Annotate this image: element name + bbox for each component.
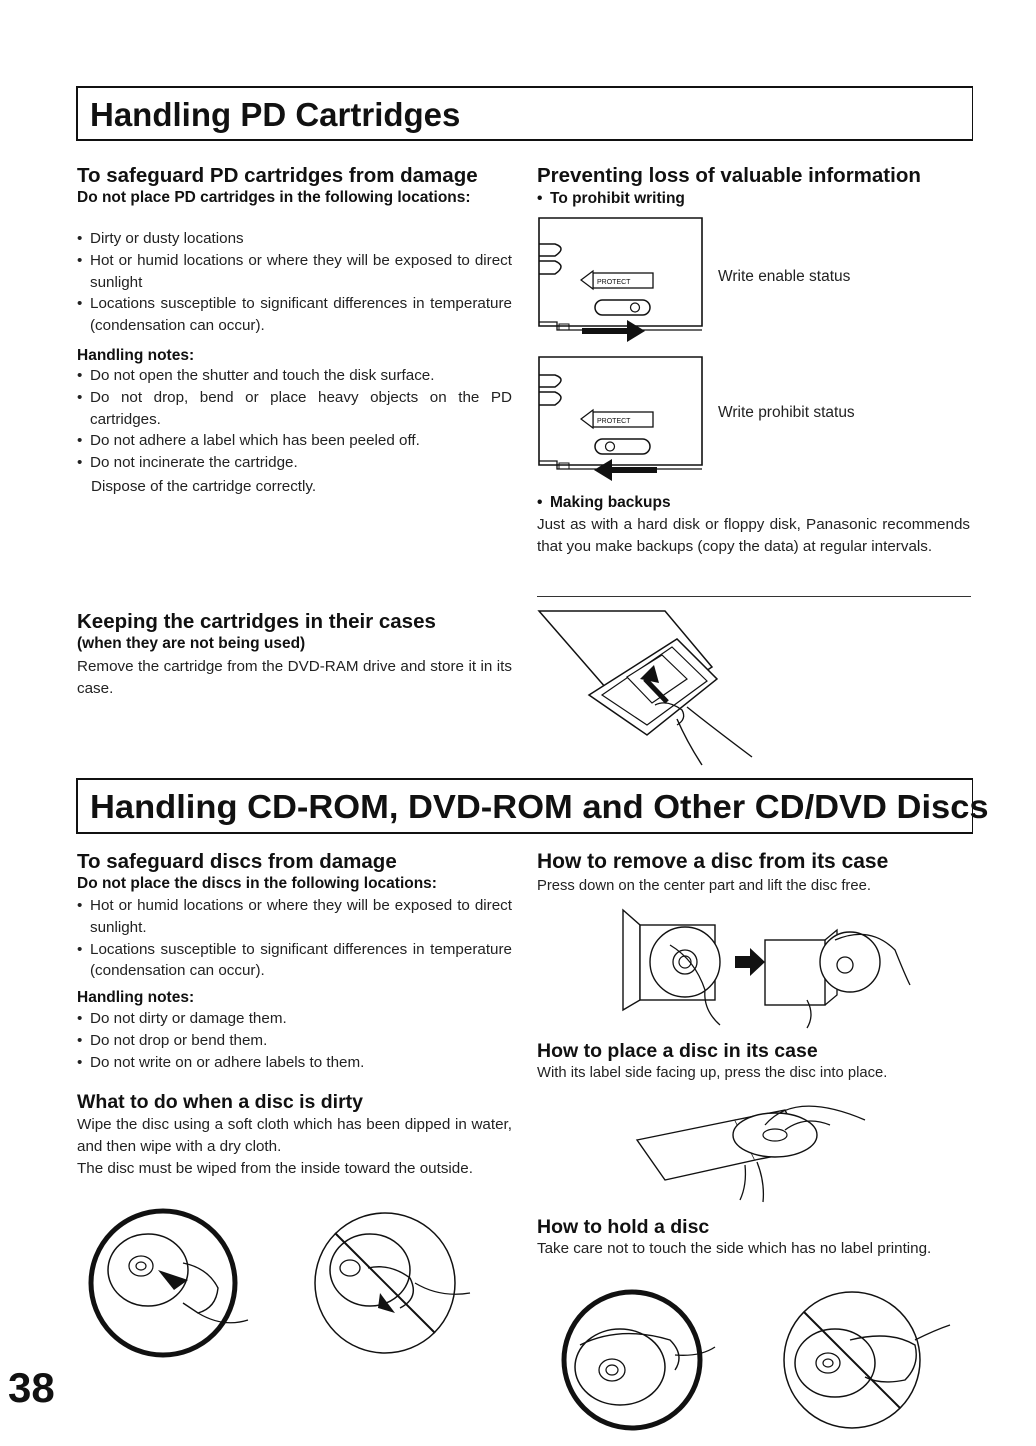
section-title-pd: Handling PD Cartridges <box>90 96 461 133</box>
divider <box>537 596 971 597</box>
heading-keeping-cartridges: Keeping the cartridges in their cases <box>77 610 436 633</box>
backups-text: Just as with a hard disk or floppy disk, Panasonic recommends that you make backups (copy the data) at regular intervals. <box>537 516 970 555</box>
list-item: • Locations susceptible to significant differences in temperature (condensation can occur). <box>77 939 512 983</box>
subheading-keeping-cartridges: (when they are not being used) <box>77 635 306 652</box>
list-item: • Do not drop, bend or place heavy objects on the PD cartridges. <box>77 387 512 431</box>
disc-wipe-correct-illustration <box>88 1208 258 1368</box>
subheading-disc-locations: Do not place the discs in the following locations: <box>77 875 437 892</box>
list-disc-handling-notes <box>77 1008 512 1073</box>
list-item: • Making backups <box>537 493 671 512</box>
keeping-text: Remove the cartridge from the DVD-RAM drive and store it in its case. <box>77 658 512 697</box>
disc-wipe-incorrect-illustration <box>310 1208 480 1368</box>
list-item: • Hot or humid locations or where they will be exposed to direct sunlight. <box>77 895 512 939</box>
heading-pd-safeguard: To safeguard PD cartridges from damage <box>77 164 478 187</box>
heading-preventing-loss: Preventing loss of valuable information <box>537 164 921 187</box>
hold-disc-text: Take care not to touch the side which has no label printing. <box>537 1240 932 1257</box>
subheading-pd-locations: Do not place PD cartridges in the following locations: <box>77 189 471 206</box>
place-disc-illustration <box>635 1090 875 1205</box>
write-prohibit-label: Write prohibit status <box>718 404 855 421</box>
list-disc-locations <box>77 895 512 982</box>
hold-disc-incorrect-illustration <box>780 1285 960 1435</box>
list-pd-handling-notes <box>77 365 512 474</box>
dirty-text-2: The disc must be wiped from the inside toward the outside. <box>77 1160 473 1177</box>
write-enable-label: Write enable status <box>718 268 851 285</box>
protect-tab-label: PROTECT <box>597 418 631 425</box>
hold-disc-correct-illustration <box>560 1285 730 1435</box>
dirty-text-1: Wipe the disc using a soft cloth which has been dipped in water, and then wipe with a dry cloth. <box>77 1116 512 1155</box>
list-item: • Hot or humid locations or where they will be exposed to direct sunlight <box>77 250 512 294</box>
section-title-discs: Handling CD-ROM, DVD-ROM and Other CD/DVD Discs <box>90 788 989 825</box>
dispose-text: Dispose of the cartridge correctly. <box>91 478 317 495</box>
remove-disc-illustration <box>595 900 925 1030</box>
heading-disc-dirty: What to do when a disc is dirty <box>77 1091 364 1113</box>
prohibit-writing-item <box>537 189 685 208</box>
making-backups-item <box>537 493 671 512</box>
heading-disc-safeguard: To safeguard discs from damage <box>77 850 397 873</box>
protect-tab-label: PROTECT <box>597 279 631 286</box>
handling-notes-heading-disc: Handling notes: <box>77 989 195 1006</box>
cartridge-write-prohibit-illustration <box>537 355 707 485</box>
remove-disc-text: Press down on the center part and lift the disc free. <box>537 878 871 894</box>
heading-place-disc: How to place a disc in its case <box>537 1040 818 1062</box>
list-item: • Do not incinerate the cartridge. <box>77 452 512 474</box>
list-item: • Do not adhere a label which has been peeled off. <box>77 430 512 452</box>
cartridge-case-illustration <box>537 607 767 767</box>
page-number: 38 <box>8 1364 55 1411</box>
heading-remove-disc: How to remove a disc from its case <box>537 850 889 873</box>
place-disc-text: With its label side facing up, press the disc into place. <box>537 1065 888 1081</box>
handling-notes-heading-pd: Handling notes: <box>77 347 195 364</box>
list-item: • To prohibit writing <box>537 189 685 208</box>
list-item: • Locations susceptible to significant differences in temperature (condensation can occur). <box>77 293 512 337</box>
heading-hold-disc: How to hold a disc <box>537 1216 710 1238</box>
list-item: • Dirty or dusty locations <box>77 228 512 250</box>
cartridge-write-enable-illustration <box>537 216 707 346</box>
list-item: • Do not drop or bend them. <box>77 1030 512 1052</box>
list-item: • Do not dirty or damage them. <box>77 1008 512 1030</box>
list-item: • Do not open the shutter and touch the disk surface. <box>77 365 512 387</box>
list-pd-locations <box>77 228 512 337</box>
list-item: • Do not write on or adhere labels to them. <box>77 1052 512 1074</box>
